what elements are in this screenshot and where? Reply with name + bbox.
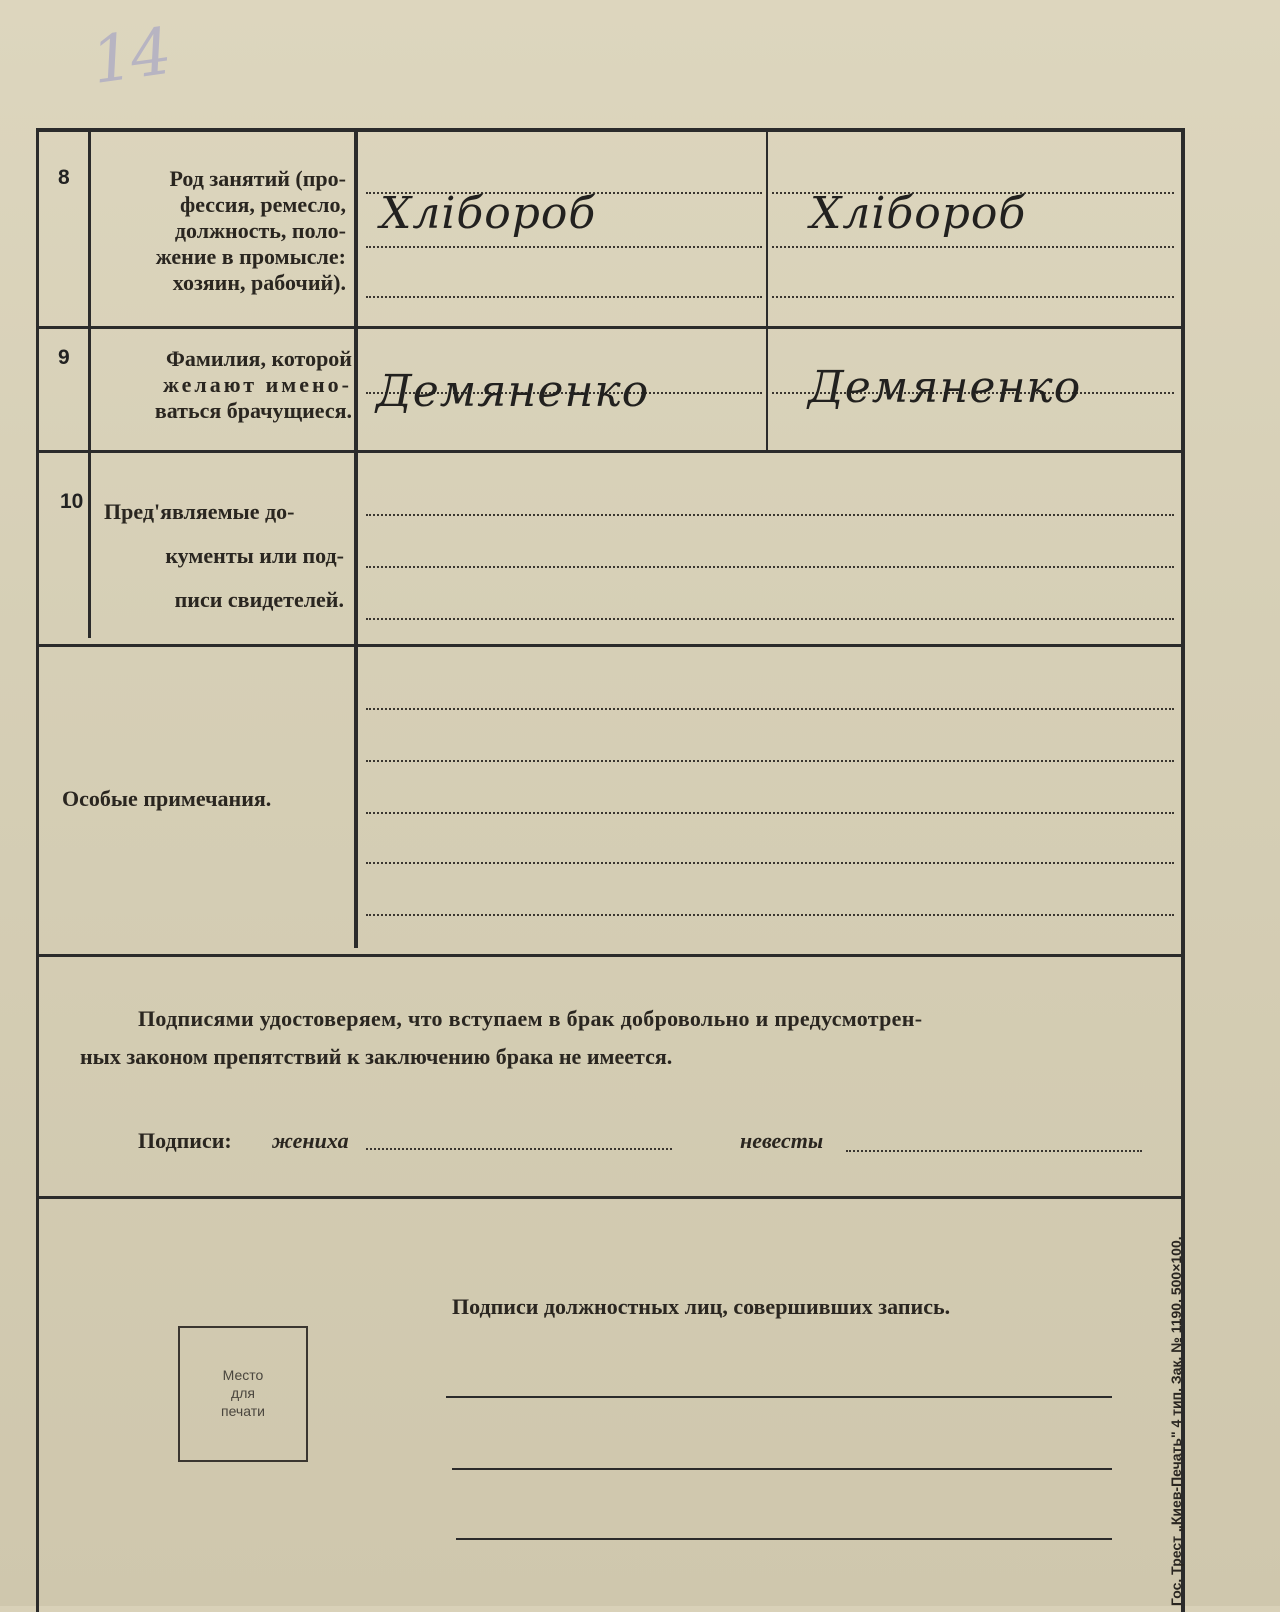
dotted-rule [366, 566, 1174, 568]
label-line: должность, поло- [174, 218, 346, 243]
label-line: желают имено- [162, 372, 352, 397]
signatures-bottom-line [36, 1196, 1182, 1199]
label-line: ваться брачущиеся. [154, 398, 352, 423]
label-line: Пред'являемые до- [104, 499, 295, 524]
signatures-label: Подписи: [138, 1128, 232, 1153]
dotted-rule [366, 246, 762, 248]
documents-label [104, 490, 344, 622]
special-notes-label: Особые примечания. [62, 786, 272, 811]
stamp-line: для [231, 1385, 255, 1401]
dotted-rule [366, 708, 1174, 710]
groom-bride-divider [766, 128, 768, 450]
label-line: писи свидетелей. [174, 587, 344, 612]
stamp-line: печати [221, 1403, 265, 1419]
groom-surname-handwriting: Демяненко [376, 366, 650, 417]
row-divider-9-10 [36, 450, 1182, 453]
groom-occupation-handwriting: Хлібороб [380, 188, 597, 239]
consent-statement-line1: Подписями удостоверяем, что вступаем в брак добровольно и предусмотрен- [138, 1006, 923, 1031]
notes-bottom-line [36, 954, 1182, 957]
dotted-rule [366, 862, 1174, 864]
surname-label [106, 346, 352, 424]
official-signature-line[interactable] [456, 1538, 1112, 1540]
dotted-rule [772, 246, 1174, 248]
bride-surname-handwriting: Демяненко [808, 362, 1082, 413]
bride-signature-line[interactable] [846, 1150, 1142, 1152]
consent-statement-line2: ных законом препятствий к заключению брака не имеется. [80, 1044, 673, 1069]
printer-imprint: Гос. Трест „Киев-Печать" 4 тип. Зак. № 1190. 500×100. [1168, 1236, 1184, 1606]
dotted-rule [772, 296, 1174, 298]
dotted-rule [366, 812, 1174, 814]
dotted-rule [366, 760, 1174, 762]
dotted-rule [366, 618, 1174, 620]
stamp-line: Место [222, 1367, 264, 1383]
groom-signature-line[interactable] [366, 1148, 672, 1150]
row-number: 9 [58, 346, 70, 369]
row-divider-10-notes [36, 644, 1182, 647]
row-number: 8 [58, 166, 70, 189]
dotted-rule [366, 914, 1174, 916]
official-signature-line[interactable] [446, 1396, 1112, 1398]
row-number: 10 [60, 490, 84, 513]
official-signature-line[interactable] [452, 1468, 1112, 1470]
bride-signature-label: невесты [740, 1128, 824, 1153]
label-line: жение в промысле: [155, 244, 346, 269]
groom-signature-label: жениха [272, 1128, 349, 1153]
page-number: 14 [87, 14, 175, 100]
label-line: фессия, ремесло, [180, 192, 346, 217]
label-column-divider [354, 128, 358, 948]
officials-signatures-label: Подписи должностных лиц, совершивших запись. [452, 1294, 951, 1319]
label-line: Фамилия, которой [165, 346, 352, 371]
row-divider-8-9 [36, 326, 1182, 329]
occupation-label [106, 166, 346, 296]
dotted-rule [366, 296, 762, 298]
bride-occupation-handwriting: Хлібороб [810, 188, 1027, 239]
label-line: хозяин, рабочий). [172, 270, 346, 295]
stamp-placeholder [178, 1326, 308, 1462]
number-column-divider [88, 128, 91, 638]
dotted-rule [366, 514, 1174, 516]
label-line: кументы или под- [165, 543, 344, 568]
label-line: Род занятий (про- [169, 166, 346, 191]
